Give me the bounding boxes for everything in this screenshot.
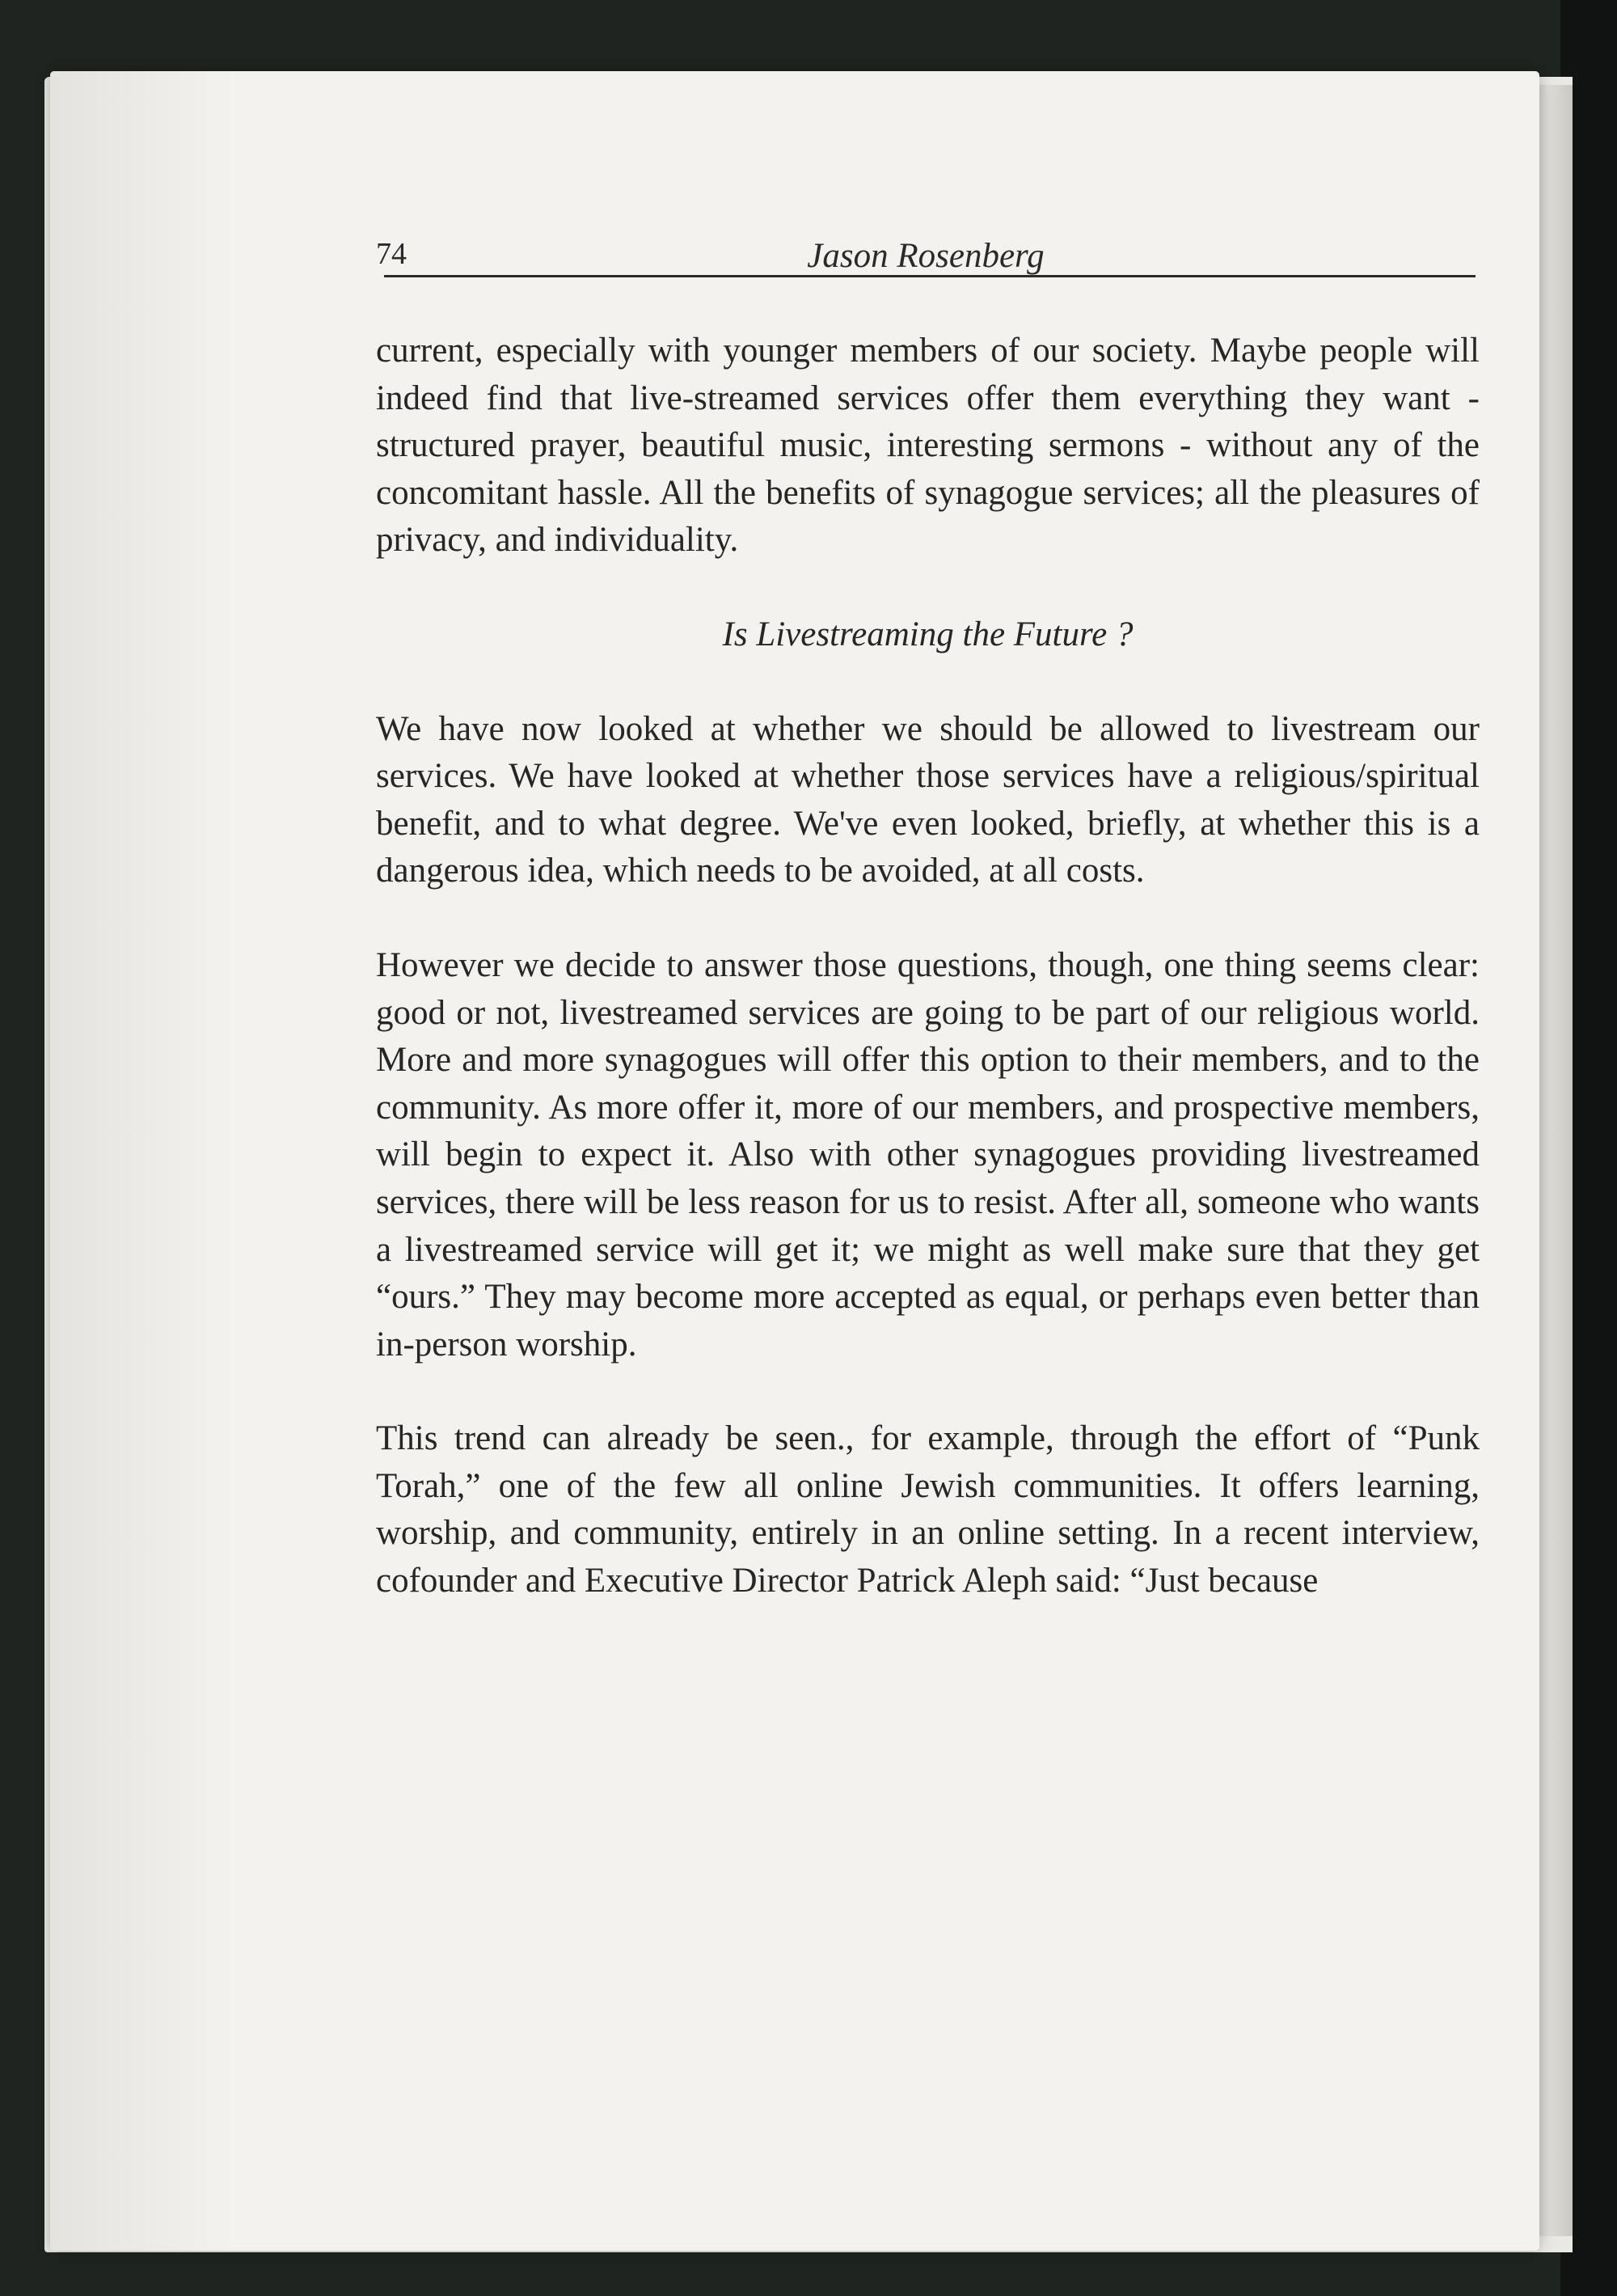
paragraph-2: We have now looked at whether we should be allowed to livestream our services. We have looked at whether those services have a religious/spiritual benefit, and to what degree. We've even looked, briefly, at whether this is a dangerous idea, which needs to be avoided, at all costs. <box>376 709 1480 890</box>
header-rule <box>384 275 1476 277</box>
section-heading: Is Livestreaming the Future ? <box>722 615 1134 653</box>
body-text <box>376 328 1480 1605</box>
page-header <box>376 236 1476 278</box>
page-number: 74 <box>376 237 407 271</box>
running-head-author: Jason Rosenberg <box>807 237 1045 275</box>
paragraph-3: However we decide to answer those questions, though, one thing seems clear: good or not, livestreamed services are going to be part of our religious world. More and more synagogues will offer this option to their members, and to the community. As more offer it, more of our members, and prospective members, will begin to expect it. Also with other synagogues providing livestreamed services, there will be less reason for us to resist. After all, someone who wants a livestreamed service will get it; we might as well make sure that they get “ours.” They may become more accepted as equal, or perhaps even better than in-person worship. <box>376 945 1480 1364</box>
paragraph-1: current, especially with younger members of our society. Maybe people will indeed find that live-streamed services offer them everything they want - structured prayer, beautiful music, interesting sermons - without any of the concomitant hassle. All the benefits of synagogue services; all the pleasures of privacy, and individuality. <box>376 332 1480 560</box>
paragraph-4: This trend can already be seen., for example, through the effort of “Punk Torah,” one of the few all online Jewish communities. It offers learning, worship, and community, entirely in an online setting. In a recent interview, cofounder and Executive Director Patrick Aleph said: “Just because <box>376 1419 1480 1600</box>
page-gutter-shade <box>50 71 236 2251</box>
